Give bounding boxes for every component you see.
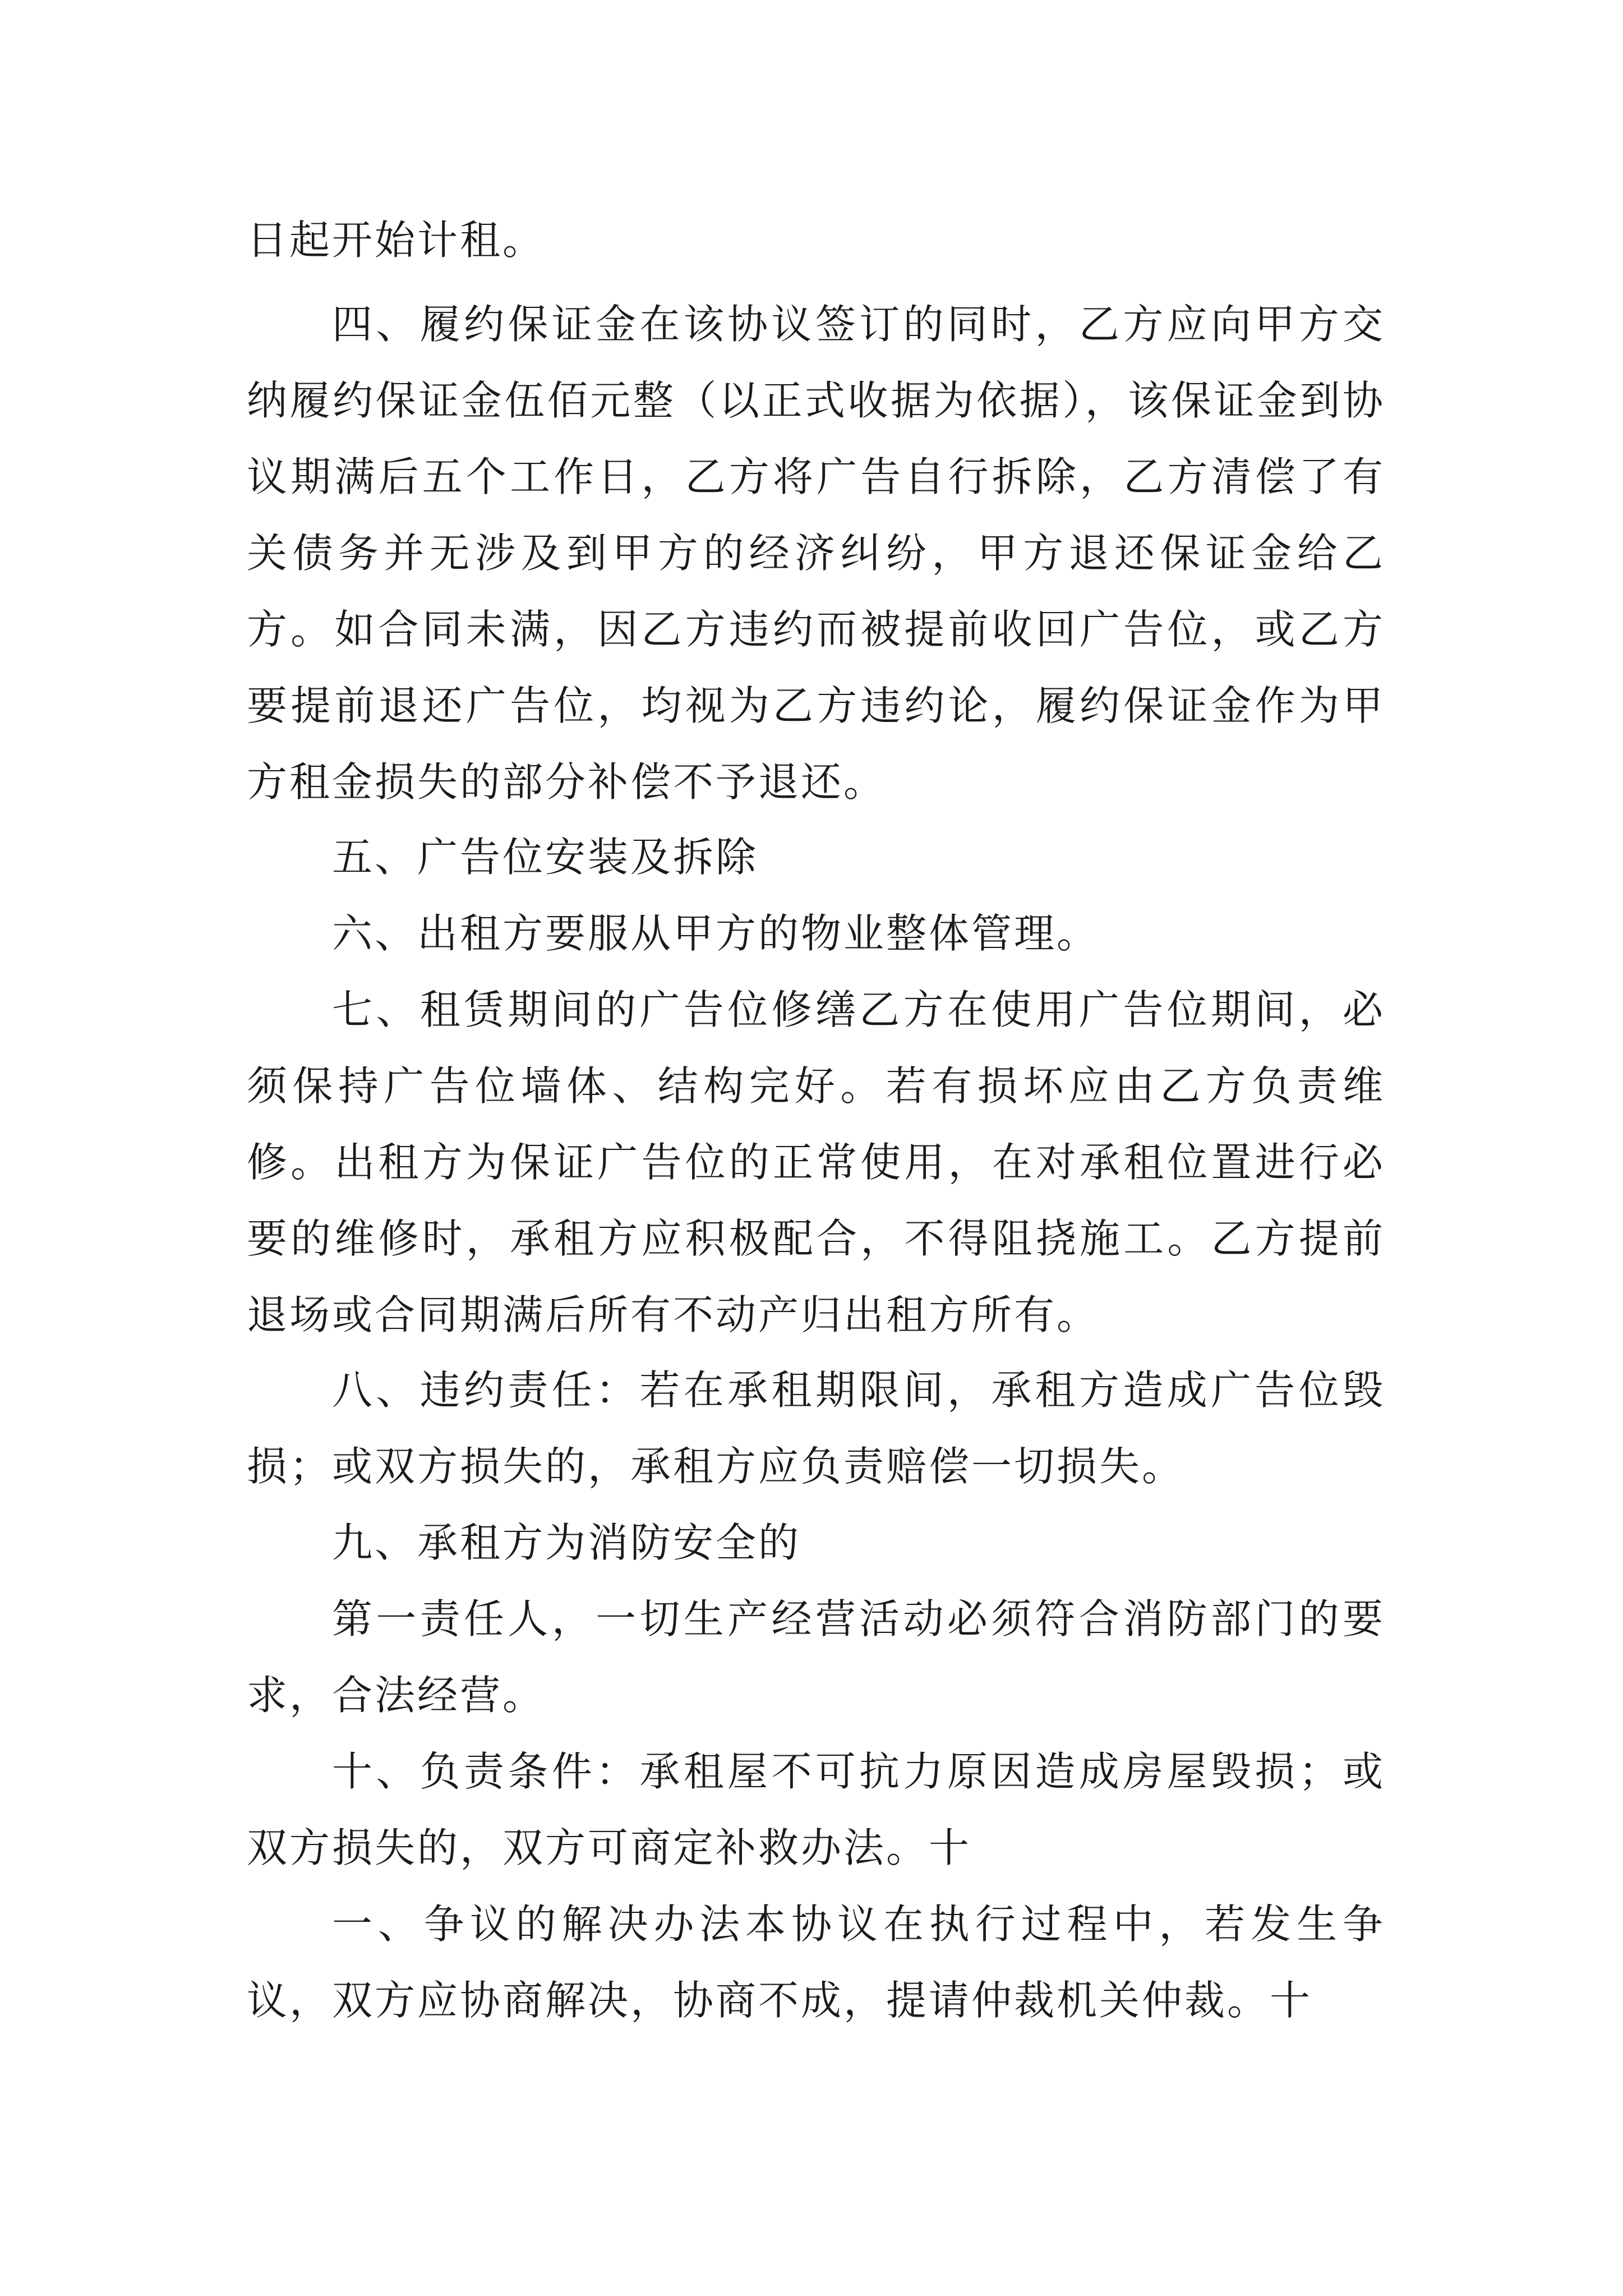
paragraph-clause-10: 十、负责条件：承租屋不可抗力原因造成房屋毁损；或双方损失的，双方可商定补救办法。十 — [247, 1748, 1385, 1871]
paragraph-clause-9: 九、承租方为消防安全的 — [332, 1519, 801, 1566]
paragraph-clause-4: 四、履约保证金在该协议签订的同时，乙方应向甲方交纳履约保证金伍佰元整（以正式收据为依据），该保证金到协议期满后五个工作日，乙方将广告自行拆除，乙方清偿了有关债务并无涉及到甲方的经济纠纷，甲方退还保证金给乙方。如合同未满，因乙方违约而被提前收回广告位，或乙方要提前退还广告位，均视为乙方违约论，履约保证金作为甲方租金损失的部分补偿不予退还。 — [247, 301, 1385, 806]
paragraph-clause-5: 五、广告位安装及拆除 — [332, 834, 759, 881]
paragraph-clause-7: 七、租赁期间的广告位修缮乙方在使用广告位期间，必须保持广告位墙体、结构完好。若有损坏应由乙方负责维修。出租方为保证广告位的正常使用，在对承租位置进行必要的维修时，承租方应积极配合，不得阻挠施工。乙方提前退场或合同期满后所有不动产归出租方所有。 — [247, 986, 1385, 1338]
paragraph-clause-9-continued: 第一责任人，一切生产经营活动必须符合消防部门的要求，合法经营。 — [247, 1595, 1385, 1719]
paragraph-clause-6: 六、出租方要服从甲方的物业整体管理。 — [332, 910, 1100, 957]
paragraph-1: 日起开始计租。 — [247, 217, 546, 264]
paragraph-clause-11: 一、争议的解决办法本协议在执行过程中，若发生争议，双方应协商解决，协商不成，提请仲裁机关仲裁。十 — [247, 1901, 1385, 2024]
paragraph-clause-8: 八、违约责任：若在承租期限间，承租方造成广告位毁损；或双方损失的，承租方应负责赔偿一切损失。 — [247, 1366, 1385, 1490]
